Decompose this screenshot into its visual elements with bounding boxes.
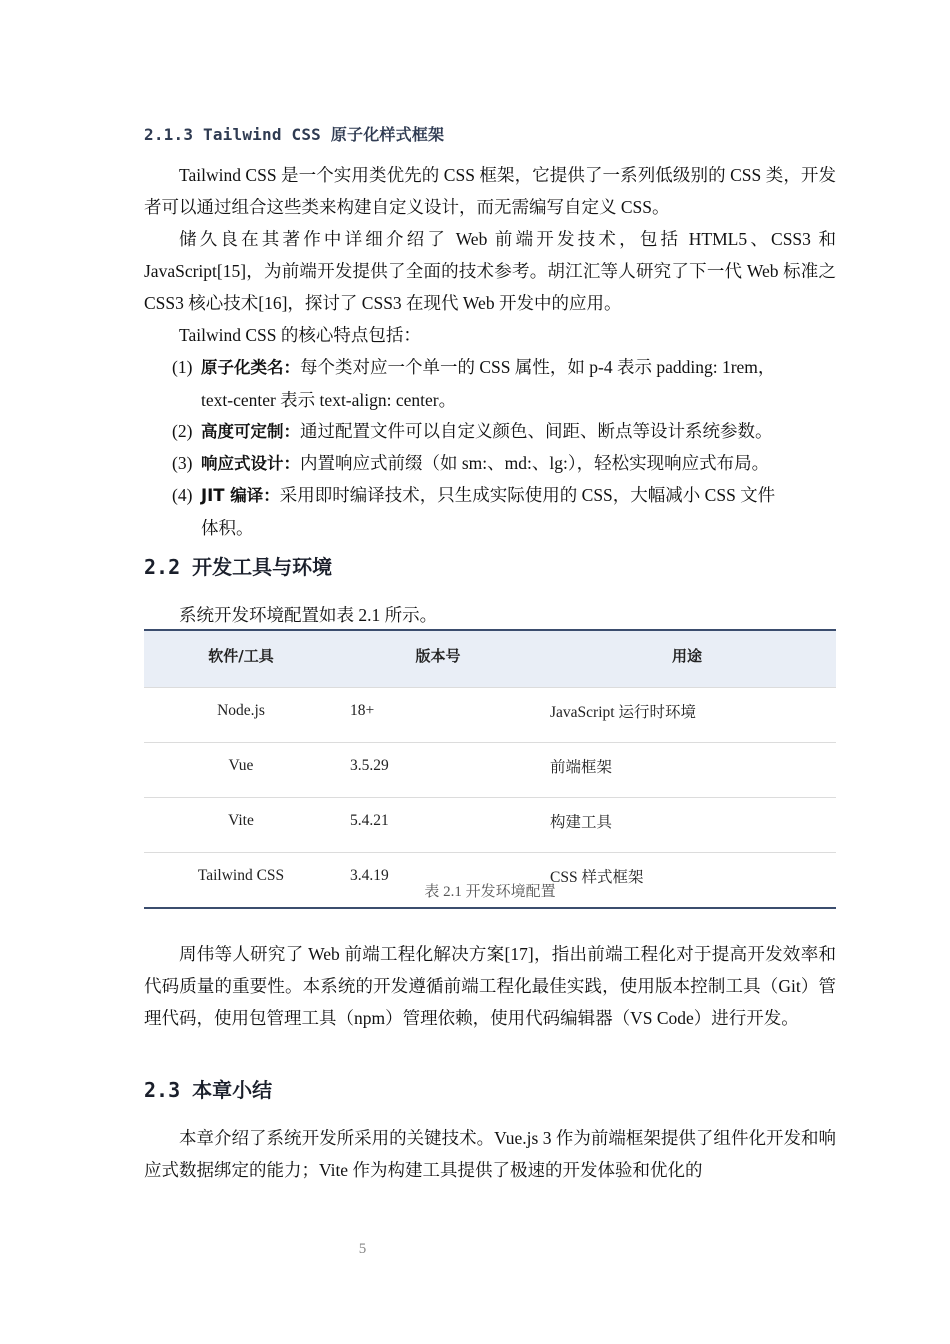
table-cell-usage: CSS 样式框架 <box>538 853 836 909</box>
feature-separator: ： <box>283 422 300 441</box>
section-heading-2-1-3: 2.1.3 Tailwind CSS 原子化样式框架 <box>144 125 445 144</box>
feature-number: (4) <box>172 485 193 505</box>
table-cell-usage: JavaScript 运行时环境 <box>538 688 836 743</box>
section-heading-2-2: 2.2 开发工具与环境 <box>144 555 333 579</box>
feature-item-3 <box>172 447 836 480</box>
feature-description-continued: 体积。 <box>201 518 254 538</box>
table-cell-tool: Node.js <box>144 688 338 743</box>
paragraph-engineering: 周伟等人研究了 Web 前端工程化解决方案[17]，指出前端工程化对于提高开发效率和代码质量的重要性。本系统的开发遵循前端工程化最佳实践，使用版本控制工具（Git）管理代码，使用包管理工具（npm）管理依赖，使用代码编辑器（VS Code）进行开发。 <box>144 944 836 1028</box>
feature-item-2 <box>172 415 836 448</box>
feature-description: 内置响应式前缀（如 sm:、md:、lg:），轻松实现响应式布局。 <box>300 453 770 473</box>
table-cell-version: 3.4.19 <box>338 853 538 909</box>
section-heading-2-3: 2.3 本章小结 <box>144 1078 273 1102</box>
environment-table <box>144 629 836 909</box>
feature-term: JIT 编译 <box>201 486 264 505</box>
feature-separator: ： <box>283 358 300 377</box>
table-cell-version: 5.4.21 <box>338 798 538 853</box>
paragraph-features-intro: Tailwind CSS 的核心特点包括： <box>179 325 421 345</box>
table-header-usage: 用途 <box>538 630 836 688</box>
table-row <box>144 688 836 743</box>
table-cell-tool: Vue <box>144 743 338 798</box>
feature-term: 高度可定制 <box>201 422 284 441</box>
paragraph-tailwind-intro: Tailwind CSS 是一个实用类优先的 CSS 框架，它提供了一系列低级别的 CSS 类，开发者可以通过组合这些类来构建自定义设计，而无需编写自定义 CSS。 <box>144 165 836 217</box>
feature-item-1 <box>172 351 836 416</box>
feature-number: (1) <box>172 357 193 377</box>
table-row <box>144 798 836 853</box>
feature-description: 通过配置文件可以自定义颜色、间距、断点等设计系统参数。 <box>300 421 773 441</box>
table-cell-usage: 构建工具 <box>538 798 836 853</box>
page-number: 5 <box>358 1241 367 1257</box>
table-cell-tool: Vite <box>144 798 338 853</box>
feature-number: (3) <box>172 453 193 473</box>
feature-term: 原子化类名 <box>201 358 284 377</box>
feature-description: 采用即时编译技术，只生成实际使用的 CSS，大幅减小 CSS 文件 <box>279 485 776 505</box>
feature-term: 响应式设计 <box>201 454 284 473</box>
table-header-version: 版本号 <box>338 630 538 688</box>
table-cell-usage: 前端框架 <box>538 743 836 798</box>
feature-item-4 <box>172 479 836 544</box>
table-cell-version: 3.5.29 <box>338 743 538 798</box>
feature-description: 每个类对应一个单一的 CSS 属性，如 p-4 表示 padding: 1rem， <box>300 357 776 377</box>
feature-separator: ： <box>263 486 280 505</box>
table-cell-tool: Tailwind CSS <box>144 853 338 909</box>
paragraph-references-15-16: 储久良在其著作中详细介绍了 Web 前端开发技术，包括 HTML5、CSS3 和 JavaScript[15]，为前端开发提供了全面的技术参考。胡江汇等人研究了下一代 Web 标准之 CSS3 核心技术[16]，探讨了 CSS3 在现代 Web 开发中的应用。 <box>144 229 836 313</box>
feature-number: (2) <box>172 421 193 441</box>
table-caption: 表 2.1 开发环境配置 <box>424 884 556 900</box>
paragraph-chapter-summary: 本章介绍了系统开发所采用的关键技术。Vue.js 3 作为前端框架提供了组件化开发和响应式数据绑定的能力；Vite 作为构建工具提供了极速的开发体验和优化的 <box>144 1128 836 1180</box>
table-header-tool: 软件/工具 <box>144 630 338 688</box>
table-header-row <box>144 630 836 688</box>
table-cell-version: 18+ <box>338 688 538 743</box>
paragraph-table-intro: 系统开发环境配置如表 2.1 所示。 <box>179 605 438 625</box>
feature-separator: ： <box>283 454 300 473</box>
table-row <box>144 743 836 798</box>
feature-description-continued: text-center 表示 text-align: center。 <box>201 390 457 410</box>
